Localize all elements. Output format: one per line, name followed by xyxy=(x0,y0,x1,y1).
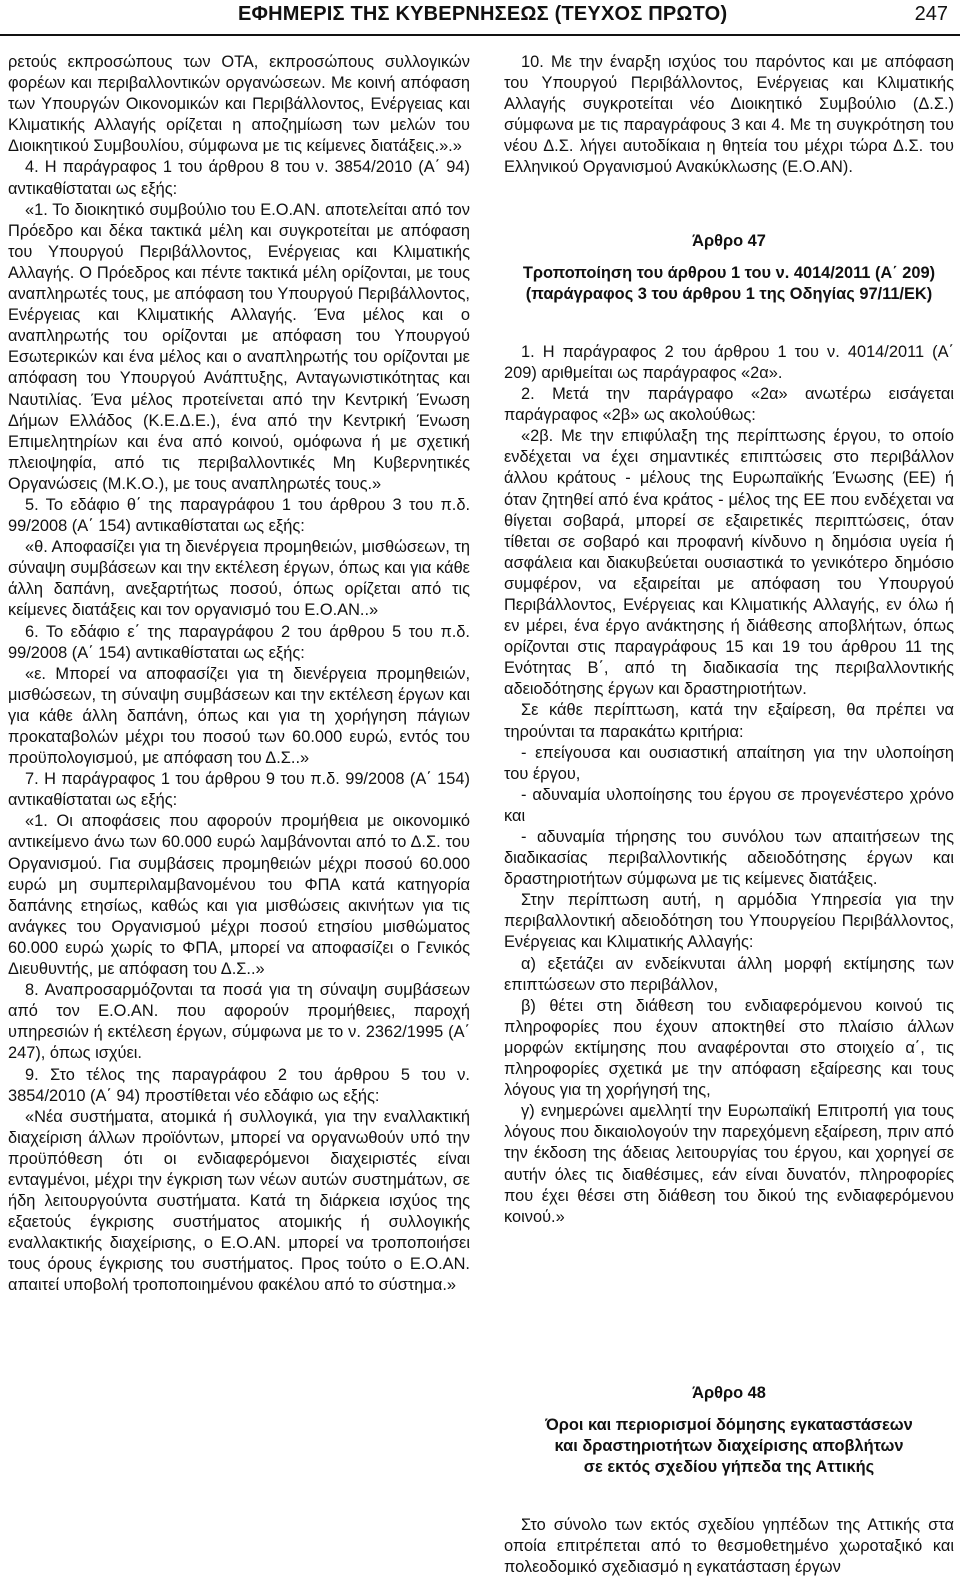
paragraph: «Νέα συστήματα, ατομικά ή συλλογικά, για την εναλλακτική διαχείριση άλλων προϊόντων, μπορεί να οργανωθούν υπό την προϋπόθεση ότι οι ενδιαφερόμενοι διαχειριστές είναι ενταγμένοι, μέχρι την έγκριση των νέων αυτών συστημάτων, σε ήδη λειτουργούντα συστήματα. Κατά τη διάρκεια ισχύος της εξαετούς έγκρισης συστήματος ατομικής ή συλλογικής εναλλακτικής διαχείρισης, ο Ε.Ο.ΑΝ. μπορεί να τροποποιήσει τους όρους έγκρισης του συστήματος. Προς τούτο ο Ε.Ο.ΑΝ. απαιτεί υποβολή τροποποιημένου φακέλου από το σύστημα.» xyxy=(8,1107,470,1295)
page-header xyxy=(0,0,960,36)
paragraph: 8. Αναπροσαρμόζονται τα ποσά για τη σύναψη συμβάσεων από τον Ε.Ο.ΑΝ. που αφορούν προμήθειες, παροχή υπηρεσιών ή εκτέλεση έργων, σύμφωνα με το ν. 2362/1995 (Α΄ 247), όπως ισχύει. xyxy=(8,981,470,1063)
article-48-title: σε εκτός σχεδίου γήπεδα της Αττικής xyxy=(583,1458,875,1477)
paragraph: «θ. Αποφασίζει για τη διενέργεια προμηθειών, μισθώσεων, τη σύναψη συμβάσεων και την εκτέλεση έργων, όπως και για κάθε άλλη δαπάνη, ανεξαρτήτως ποσού, όπως ορίζεται από τις κείμενες διατάξεις και τον οργανισμό του Ε.Ο.ΑΝ..» xyxy=(8,538,470,620)
paragraph: - αδυναμία τήρησης του συνόλου των απαιτήσεων της διαδικασίας περιβαλλοντικής αδειοδότησης έργων και δραστηριοτήτων σύμφωνα με τις κείμενες διατάξεις. xyxy=(504,828,954,889)
paragraph: Στο σύνολο των εκτός σχεδίου γηπέδων της Αττικής στα οποία επιτρέπεται από το θεσμοθετημένο χωροταξικό και πολεοδομικό σχεδιασμό η εγκατάσταση έργων xyxy=(504,1516,954,1577)
paragraph: «ε. Μπορεί να αποφασίζει για τη διενέργεια προμηθειών, μισθώσεων, τη σύναψη συμβάσεων και την εκτέλεση έργων και για κάθε άλλη δαπάνη, όπως και για τη χορήγηση πάγιων προκαταβολών μέχρι του ποσού των 60.000 ευρώ, εντός του προϋπολογισμού, με απόφαση του Δ.Σ..» xyxy=(8,664,470,768)
paragraph: ρετούς εκπροσώπους των ΟΤΑ, εκπροσώπους συλλογικών φορέων και περιβαλλοντικών οργανώσεων. Με κοινή απόφαση των Υπουργών Οικονομικών και Περιβάλλοντος, Ενέργειας και Κλιματικής Αλλαγής ορίζεται η αποζημίωση των μελών του Διοικητικού Συμβουλίου, σύμφωνα με τις κείμενες διατάξεις.».» xyxy=(8,53,470,156)
article-47-subtitle: (παράγραφος 3 του άρθρου 1 της Οδηγίας 97/11/ΕΚ) xyxy=(525,284,933,303)
paragraph: «1. Το διοικητικό συμβούλιο του Ε.Ο.ΑΝ. αποτελείται από τον Πρόεδρο και δέκα τακτικά μέλη και συγκροτείται με απόφαση του Υπουργού Περιβάλλοντος, Ενέργειας και Κλιματικής Αλλαγής. Ο Πρόεδρος και πέντε τακτικά μέλη ορίζονται, με τους αναπληρωτές τους, με απόφαση του Υπουργού Περιβάλλοντος, Ενέργειας και Κλιματικής Αλλαγής. Ένα μέλος και ο αναπληρωτής του ορίζονται με απόφαση του Υπουργού Εσωτερικών και ένα μέλος και ο αναπληρωτής του ορίζονται με απόφαση του Υπουργού Ανάπτυξης, Ανταγωνιστικότητας και Ναυτιλίας. Ένα μέλος προτείνεται από την Κεντρική Ένωση Δήμων Ελλάδος (Κ.Ε.Δ.Ε.), ένα από την Κεντρική Ένωση Επιμελητηρίων και ένα από κοινού, ομόφωνα ή με σχετική πλειοψηφία, από τις περιβαλλοντικές Μη Κυβερνητικές Οργανώσεις (Μ.Κ.Ο.), με τους αναπληρωτές τους.» xyxy=(8,200,470,493)
article-48-title: και δραστηριοτήτων διαχείρισης αποβλήτων xyxy=(554,1436,904,1455)
paragraph: α) εξετάζει αν ενδείκνυται άλλη μορφή εκτίμησης των επιπτώσεων στο περιβάλλον, xyxy=(504,954,954,994)
paragraph: - επείγουσα και ουσιαστική απαίτηση για την υλοποίηση του έργου, xyxy=(504,743,954,783)
paragraph: β) θέτει στη διάθεση του ενδιαφερόμενου κοινού τις πληροφορίες που έχουν αποκτηθεί στο πλαίσιο άλλων μορφών εκτίμησης που αναφέρονται στο στοιχείο α΄, τις πληροφορίες σχετικά με την απόφαση εξαίρεσης και τους λόγους για τη χορήγησή της, xyxy=(504,996,954,1100)
paragraph: 2. Μετά την παράγραφο «2α» ανωτέρω εισάγεται παράγραφος «2β» ως ακολούθως: xyxy=(504,385,954,425)
article-48-number: Άρθρο 48 xyxy=(692,1383,766,1402)
paragraph: 6. Το εδάφιο ε΄ της παραγράφου 2 του άρθρου 5 του π.δ. 99/2008 (Α΄ 154) αντικαθίσταται ως εξής: xyxy=(8,622,470,662)
paragraph: 7. Η παράγραφος 1 του άρθρου 9 του π.δ. 99/2008 (Α΄ 154) αντικαθίσταται ως εξής: xyxy=(8,770,470,810)
paragraph: γ) ενημερώνει αμελλητί την Ευρωπαϊκή Επιτροπή για τους λόγους που δικαιολογούν την παρεχόμενη εξαίρεση, πριν από την έκδοση της άδειας λειτουργίας του έργου, και χορηγεί σε αυτήν όλες τις διαθέσιμες, εάν είναι δυνατόν, πληροφορίες που έχει θέσει στη διάθεση του δικού της ενδιαφερόμενου κοινού.» xyxy=(504,1102,954,1226)
paragraph: «2β. Με την επιφύλαξη της περίπτωσης έργου, το οποίο ενδέχεται να έχει σημαντικές επιπτώσεις στο περιβάλλον άλλου κράτους - μέλους της Ευρωπαϊκής Ένωσης (ΕΕ) ή όταν ζητηθεί από ένα κράτος - μέλος της ΕΕ που ενδέχεται να θίγεται σοβαρά, μπορεί σε εξαιρετικές περιπτώσεις, όταν τίθεται σε σοβαρό και προφανή κίνδυνο η δημόσια υγεία ή ασφάλεια και διακυβεύεται ουσιαστικά το γενικότερο δημόσιο συμφέρον, να εξαιρείται με απόφαση του Υπουργού Περιβάλλοντος, Ενέργειας και Κλιματικής Αλλαγής, εν όλω ή εν μέρει, ένα έργο ανάκτησης ή διάθεσης αποβλήτων, όπως ορίζονται στις παραγράφους 15 και 19 του άρθρου 11 της Ενότητας Β΄, από τη διαδικασία της περιβαλλοντικής αδειοδότησης έργων και δραστηριοτήτων. xyxy=(504,427,954,699)
paragraph: 4. Η παράγραφος 1 του άρθρου 8 του ν. 3854/2010 (Α΄ 94) αντικαθίσταται ως εξής: xyxy=(8,158,470,198)
paragraph: 10. Με την έναρξη ισχύος του παρόντος και με απόφαση του Υπουργού Περιβάλλοντος, Ενέργειας και Κλιματικής Αλλαγής συγκροτείται νέο Διοικητικό Συμβούλιο (Δ.Σ.) σύμφωνα με τις παραγράφους 3 και 4. Με τη συγκρότηση του νέου Δ.Σ. λήγει αυτοδίκαια η θητεία του μέχρι τώρα Δ.Σ. του Ελληνικού Οργανισμού Ανακύκλωσης (Ε.Ο.ΑΝ). xyxy=(504,53,954,177)
paragraph: 5. Το εδάφιο θ΄ της παραγράφου 1 του άρθρου 3 του π.δ. 99/2008 (Α΄ 154) αντικαθίσταται ως εξής: xyxy=(8,495,470,536)
paragraph: - αδυναμία υλοποίησης του έργου σε προγενέστερο χρόνο και xyxy=(504,785,954,825)
right-column xyxy=(504,52,954,1578)
paragraph: 1. Η παράγραφος 2 του άρθρου 1 του ν. 4014/2011 (Α΄ 209) αριθμείται ως παράγραφος «2α». xyxy=(504,342,954,382)
paragraph: 9. Στο τέλος της παραγράφου 2 του άρθρου 5 του ν. 3854/2010 (Α΄ 94) προστίθεται νέο εδάφιο ως εξής: xyxy=(8,1065,470,1105)
article-48-title: Όροι και περιορισμοί δόμησης εγκαταστάσεων xyxy=(545,1415,913,1434)
left-column xyxy=(8,52,470,1297)
paragraph: «1. Οι αποφάσεις που αφορούν προμήθεια με οικονομικό αντικείμενο άνω των 60.000 ευρώ λαμβάνονται από το Δ.Σ. του Οργανισμού. Για συμβάσεις προμηθειών μέχρι ποσού 60.000 ευρώ μη συμπεριλαμβανομένου του ΦΠΑ κατά κατηγορία δαπάνης ετησίως, καθώς και για μισθώσεις ακινήτων για τις ανάγκες του Οργανισμού μέχρι ποσού ετησίου μισθώματος 60.000 ευρώ χωρίς το ΦΠΑ, μπορεί να αποφασίζει ο Γενικός Διευθυντής, με απόφαση του Δ.Σ..» xyxy=(8,812,470,979)
paragraph: Σε κάθε περίπτωση, κατά την εξαίρεση, θα πρέπει να τηρούνται τα παρακάτω κριτήρια: xyxy=(504,701,954,741)
article-47-title: Τροποποίηση του άρθρου 1 του ν. 4014/2011 (Α΄ 209) xyxy=(522,263,936,282)
article-47-number: Άρθρο 47 xyxy=(692,231,766,250)
paragraph: Στην περίπτωση αυτή, η αρμόδια Υπηρεσία για την περιβαλλοντική αδειοδότηση του Υπουργείου Περιβάλλοντος, Ενέργειας και Κλιματικής Αλλαγής: xyxy=(504,891,954,952)
page-number: 247 xyxy=(914,3,948,25)
gazette-title: ΕΦΗΜΕΡΙΣ ΤΗΣ ΚΥΒΕΡΝΗΣΕΩΣ (ΤΕΥΧΟΣ ΠΡΩΤΟ) xyxy=(238,3,728,25)
